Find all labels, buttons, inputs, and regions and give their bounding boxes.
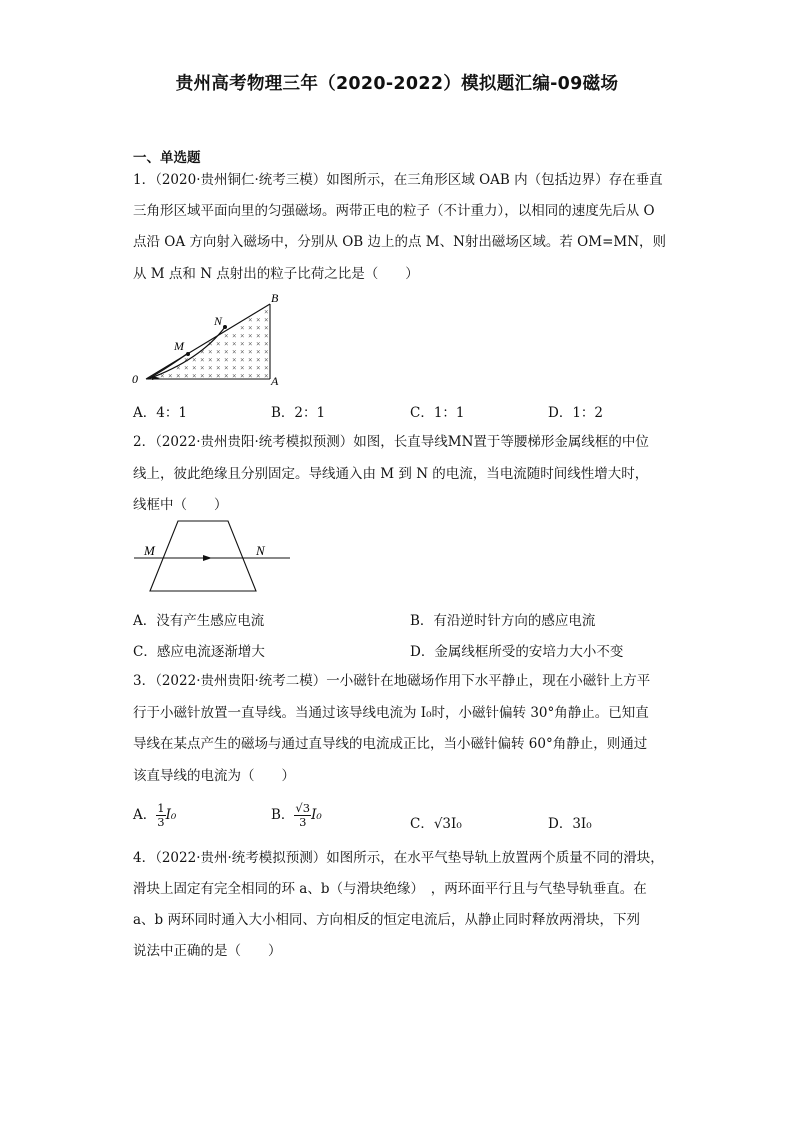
field-cross: × xyxy=(199,347,205,357)
label-N: N xyxy=(214,314,223,328)
q3-option-a[interactable] xyxy=(133,802,176,829)
field-cross: × xyxy=(215,355,221,365)
q1-option-b[interactable]: B．2：1 xyxy=(271,405,326,421)
field-cross: × xyxy=(207,355,213,365)
field-cross: × xyxy=(239,355,245,365)
q4-line-2: 滑块上固定有完全相同的环 a、b（与滑块绝缘） ，两环面平行且与气垫导轨垂直。在 xyxy=(133,881,647,897)
field-cross: × xyxy=(175,371,181,381)
field-cross: × xyxy=(191,363,197,373)
field-cross: × xyxy=(207,347,213,357)
field-cross: × xyxy=(239,371,245,381)
field-cross: × xyxy=(223,347,229,357)
field-cross: × xyxy=(247,323,253,333)
q3-line-3: 导线在某点产生的磁场与通过直导线的电流成正比，当小磁针偏转 60°角静止，则通过 xyxy=(133,736,648,752)
q1-line-1: 1．（2020·贵州铜仁·统考三模）如图所示，在三角形区域 OAB 内（包括边界）存在垂直 xyxy=(133,172,663,188)
field-cross: × xyxy=(191,371,197,381)
q2-option-a[interactable]: A．没有产生感应电流 xyxy=(133,613,265,629)
q3-option-d[interactable]: D．3I₀ xyxy=(548,816,592,832)
field-cross: × xyxy=(255,363,261,373)
field-cross: × xyxy=(239,323,245,333)
q1-line-3: 点沿 OA 方向射入磁场中，分别从 OB 边上的点 M、N射出磁场区域。若 OM=MN，则 xyxy=(133,234,667,250)
field-cross: × xyxy=(183,371,189,381)
q1-option-d[interactable]: D．1：2 xyxy=(548,405,604,421)
field-cross: × xyxy=(207,339,213,349)
q1-figure xyxy=(130,290,290,390)
field-cross: × xyxy=(247,315,253,325)
field-cross: × xyxy=(215,347,221,357)
field-cross: × xyxy=(159,371,165,381)
q2-option-b[interactable]: B．有沿逆时针方向的感应电流 xyxy=(410,613,596,629)
field-cross: × xyxy=(223,331,229,341)
field-cross: × xyxy=(199,363,205,373)
field-cross: × xyxy=(191,355,197,365)
field-cross: × xyxy=(231,355,237,365)
field-cross: × xyxy=(215,363,221,373)
field-cross: × xyxy=(263,339,269,349)
field-cross: × xyxy=(239,347,245,357)
field-cross: × xyxy=(255,339,261,349)
field-cross: × xyxy=(255,355,261,365)
q2-line-2: 线上，彼此绝缘且分别固定。导线通入由 M 到 N 的电流，当电流随时间线性增大时， xyxy=(133,466,649,482)
label-N: N xyxy=(256,543,265,558)
q2-option-d[interactable]: D．金属线框所受的安培力大小不变 xyxy=(410,644,624,660)
field-cross: × xyxy=(207,371,213,381)
field-cross: × xyxy=(239,363,245,373)
q3-line-4: 该直导线的电流为（ ） xyxy=(133,768,295,784)
field-cross: × xyxy=(223,339,229,349)
field-cross: × xyxy=(247,339,253,349)
q2-option-c[interactable]: C．感应电流逐渐增大 xyxy=(133,644,265,660)
q4-line-4: 说法中正确的是（ ） xyxy=(133,943,282,959)
field-cross: × xyxy=(247,347,253,357)
field-cross: × xyxy=(231,339,237,349)
field-cross: × xyxy=(263,347,269,357)
field-cross: × xyxy=(255,331,261,341)
field-cross: × xyxy=(263,323,269,333)
q3-option-b[interactable] xyxy=(271,802,322,829)
option-b-label: B． xyxy=(271,807,295,823)
label-M: M xyxy=(174,339,184,353)
q3-line-2: 行于小磁针放置一直导线。当通过该导线电流为 I₀时，小磁针偏转 30°角静止。已知直 xyxy=(133,705,649,721)
field-cross: × xyxy=(215,371,221,381)
fraction: $\frac{√3}{3}$ xyxy=(295,801,311,829)
q4-line-1: 4．（2022·贵州·统考模拟预测）如图所示，在水平气垫导轨上放置两个质量不同的滑块， xyxy=(133,850,664,866)
field-cross: × xyxy=(247,371,253,381)
field-cross: × xyxy=(263,363,269,373)
q1-option-a[interactable]: A．4：1 xyxy=(133,405,187,421)
field-cross: × xyxy=(263,371,269,381)
field-cross: × xyxy=(263,331,269,341)
field-cross: × xyxy=(199,355,205,365)
section-heading: 一、单选题 xyxy=(133,150,201,166)
field-cross: × xyxy=(255,323,261,333)
page-title: 贵州高考物理三年（2020-2022）模拟题汇编-09磁场 xyxy=(175,74,619,94)
field-cross: × xyxy=(231,363,237,373)
q1-option-c[interactable]: C．1：1 xyxy=(410,405,465,421)
q1-line-2: 三角形区域平面向里的匀强磁场。两带正电的粒子（不计重力），以相同的速度先后从 O xyxy=(133,203,655,219)
label-B: B xyxy=(271,291,279,305)
field-cross: × xyxy=(231,331,237,341)
field-cross: × xyxy=(167,371,173,381)
field-cross: × xyxy=(223,363,229,373)
field-cross: × xyxy=(199,371,205,381)
field-cross: × xyxy=(239,339,245,349)
q2-figure xyxy=(130,515,295,600)
field-cross: × xyxy=(223,371,229,381)
fraction: $\frac{1}{3}$ xyxy=(157,801,165,829)
field-cross: × xyxy=(183,355,189,365)
field-cross: × xyxy=(255,347,261,357)
field-cross: × xyxy=(247,331,253,341)
field-cross: × xyxy=(247,363,253,373)
label-A: A xyxy=(271,374,279,388)
field-cross: × xyxy=(247,355,253,365)
q2-line-3: 线框中（ ） xyxy=(133,497,228,513)
label-M: M xyxy=(144,543,155,558)
current-symbol: I₀ xyxy=(311,807,322,823)
label-O: 0 xyxy=(132,372,138,386)
q3-line-1: 3．（2022·贵州贵阳·统考二模）一小磁针在地磁场作用下水平静止，现在小磁针上方平 xyxy=(133,673,651,689)
q1-line-4: 从 M 点和 N 点射出的粒子比荷之比是（ ） xyxy=(133,266,419,282)
field-cross: × xyxy=(231,371,237,381)
q2-line-1: 2．（2022·贵州贵阳·统考模拟预测）如图，长直导线MN置于等腰梯形金属线框的中位 xyxy=(133,434,649,450)
field-cross: × xyxy=(239,331,245,341)
q3-option-c[interactable]: C．√3I₀ xyxy=(410,816,462,832)
current-symbol: I₀ xyxy=(165,807,177,823)
field-cross: × xyxy=(255,315,261,325)
field-cross: × xyxy=(255,371,261,381)
option-a-label: A． xyxy=(133,807,157,823)
field-cross: × xyxy=(207,363,213,373)
field-cross: × xyxy=(231,347,237,357)
field-cross: × xyxy=(223,355,229,365)
field-cross: × xyxy=(263,355,269,365)
field-cross: × xyxy=(175,363,181,373)
field-cross: × xyxy=(263,315,269,325)
q4-line-3: a、b 两环同时通入大小相同、方向相反的恒定电流后，从静止同时释放两滑块，下列 xyxy=(133,912,640,928)
field-cross: × xyxy=(215,339,221,349)
field-cross: × xyxy=(183,363,189,373)
field-cross: × xyxy=(263,307,269,317)
